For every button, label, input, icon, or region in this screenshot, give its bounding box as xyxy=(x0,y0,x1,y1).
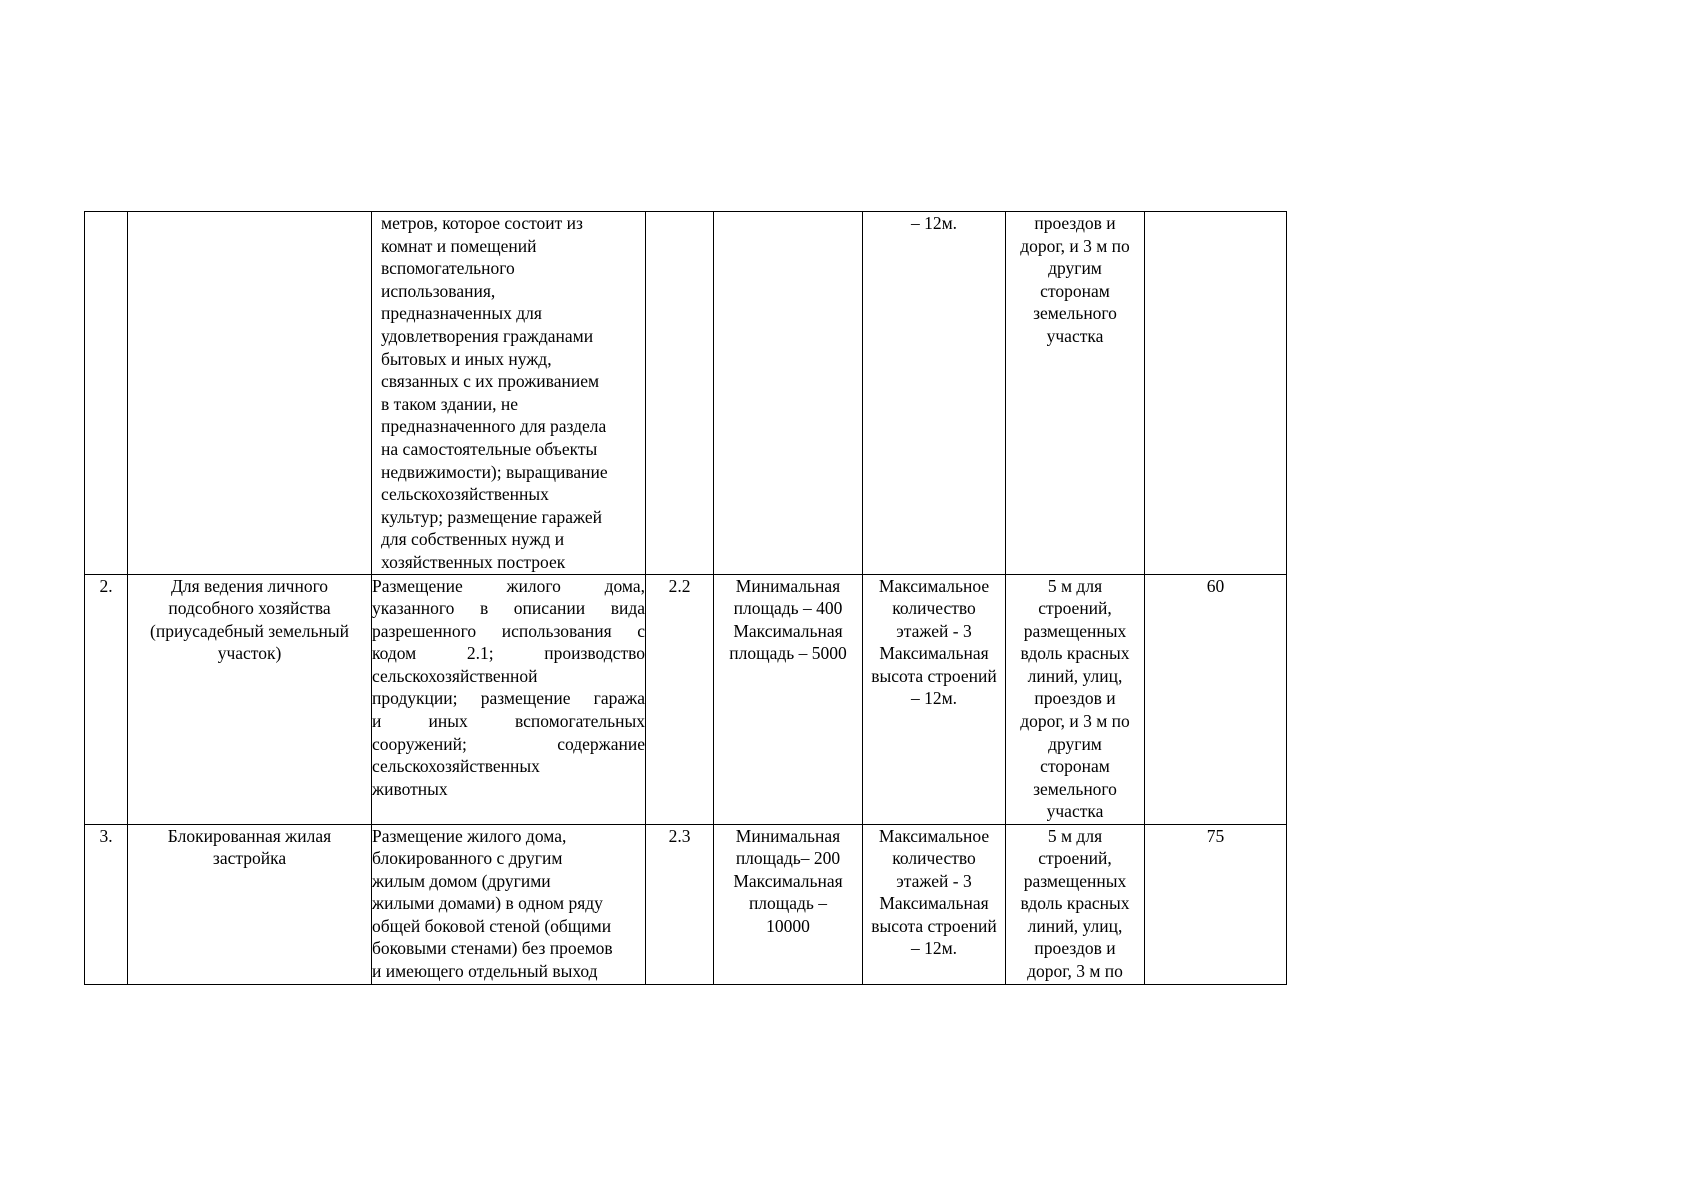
land-use-table xyxy=(84,211,1287,985)
name-line: застройка xyxy=(212,848,287,869)
setback-line: проездов и xyxy=(1034,213,1116,233)
setback-line: размещенных xyxy=(1023,870,1127,891)
description-line: для собственных нужд и xyxy=(381,529,565,550)
description-line: жилым домом (другими xyxy=(372,870,551,891)
setback-line: участка xyxy=(1046,325,1104,346)
setback-cell xyxy=(1006,574,1145,824)
code-cell: 2.2 xyxy=(646,574,714,824)
area-line: площадь – 5000 xyxy=(729,643,847,664)
description-line: Размещение жилого дома, xyxy=(372,575,645,596)
use-description-cell xyxy=(372,824,646,984)
setback-line: линий, улиц, xyxy=(1027,665,1123,686)
setback-line: проездов и xyxy=(1034,938,1116,959)
description-line: культур; размещение гаражей xyxy=(381,506,603,527)
setback-line: размещенных xyxy=(1023,620,1127,641)
setback-line: вдоль красных xyxy=(1020,643,1130,664)
row-number-cell: 3. xyxy=(85,824,128,984)
table-row xyxy=(85,212,1287,575)
height-line: количество xyxy=(892,848,976,869)
height-cell xyxy=(863,574,1006,824)
setback-line: другим xyxy=(1048,258,1102,279)
setback-line: линий, улиц, xyxy=(1027,915,1123,936)
height-line: Максимальное xyxy=(878,575,990,596)
height-line: количество xyxy=(892,598,976,619)
name-line: Блокированная жилая xyxy=(167,825,332,846)
setback-line: проездов и xyxy=(1034,688,1116,709)
description-line: вспомогательного xyxy=(381,258,515,279)
setback-line: строений, xyxy=(1038,848,1112,869)
setback-line: другим xyxy=(1048,733,1102,754)
height-cell xyxy=(863,212,1006,575)
description-line: продукции; размещение гаража xyxy=(372,688,645,709)
area-line: площадь – 400 xyxy=(733,598,843,619)
description-line: комнат и помещений xyxy=(381,235,537,256)
setback-line: сторонам xyxy=(1040,280,1110,301)
description-line: связанных с их проживанием xyxy=(381,371,600,392)
description-line: общей боковой стеной (общими xyxy=(372,915,612,936)
setback-line: дорог, и 3 м по xyxy=(1020,711,1130,732)
description-line: использования, xyxy=(381,280,496,301)
description-line: на самостоятельные объекты xyxy=(381,438,598,459)
area-line: Максимальная xyxy=(733,620,843,641)
setback-cell xyxy=(1006,824,1145,984)
description-line: животных xyxy=(372,778,448,799)
use-description-cell xyxy=(372,574,646,824)
percent-cell xyxy=(1145,212,1287,575)
name-line: подсобного хозяйства xyxy=(168,598,331,619)
height-line: Максимальная xyxy=(879,643,989,664)
use-description-cell xyxy=(372,212,646,575)
description-line: Размещение жилого дома, xyxy=(372,825,567,846)
height-line: этажей - 3 xyxy=(896,620,972,641)
height-line: Максимальная xyxy=(879,893,989,914)
description-line: сельскохозяйственных xyxy=(372,756,540,777)
area-line: площадь– 200 xyxy=(735,848,841,869)
description-line: жилыми домами) в одном ряду xyxy=(372,893,603,914)
height-line: высота строений xyxy=(871,915,997,936)
description-line: бытовых и иных нужд, xyxy=(381,348,552,369)
description-line: предназначенного для раздела xyxy=(381,416,607,437)
height-line: – 12м. xyxy=(910,688,958,709)
setback-line: строений, xyxy=(1038,598,1112,619)
table-row xyxy=(85,824,1287,984)
code-cell: 2.3 xyxy=(646,824,714,984)
area-cell xyxy=(714,212,863,575)
name-line: (приусадебный земельный xyxy=(150,620,349,641)
description-line: предназначенных для xyxy=(381,303,542,324)
description-line: боковыми стенами) без проемов xyxy=(372,938,613,959)
description-line: метров, которое состоит из xyxy=(381,213,583,233)
use-name-cell xyxy=(128,212,372,575)
setback-cell xyxy=(1006,212,1145,575)
description-line: и имеющего отдельный выход xyxy=(372,961,598,982)
height-line: – 12м. xyxy=(910,213,958,233)
description-line: хозяйственных построек xyxy=(381,551,566,572)
height-line: – 12м. xyxy=(910,938,958,959)
description-line: в таком здании, не xyxy=(381,393,518,414)
use-name-cell xyxy=(128,824,372,984)
area-line: 10000 xyxy=(766,915,810,936)
row-number-cell: 2. xyxy=(85,574,128,824)
area-line: площадь – xyxy=(748,893,828,914)
description-line: недвижимости); выращивание xyxy=(381,461,608,482)
height-line: этажей - 3 xyxy=(896,870,972,891)
description-line: блокированного с другим xyxy=(372,848,563,869)
row-number-cell xyxy=(85,212,128,575)
area-cell xyxy=(714,824,863,984)
setback-line: сторонам xyxy=(1040,756,1110,777)
setback-line: 5 м для xyxy=(1047,575,1103,596)
setback-line: участка xyxy=(1046,801,1104,822)
area-line: Минимальная xyxy=(735,825,841,846)
name-line: участок) xyxy=(217,643,282,664)
description-line: сооружений; содержание xyxy=(372,733,645,754)
code-cell xyxy=(646,212,714,575)
setback-line: дорог, и 3 м по xyxy=(1020,235,1130,256)
setback-line: земельного xyxy=(1033,778,1117,799)
description-line: удовлетворения гражданами xyxy=(381,325,594,346)
description-line: и иных вспомогательных xyxy=(372,711,645,732)
setback-line: дорог, 3 м по xyxy=(1027,961,1123,982)
description-line: сельскохозяйственных xyxy=(381,484,549,505)
setback-line: вдоль красных xyxy=(1020,893,1130,914)
description-line: разрешенного использования с xyxy=(372,620,645,641)
percent-cell: 60 xyxy=(1145,574,1287,824)
height-line: высота строений xyxy=(871,665,997,686)
area-line: Максимальная xyxy=(733,870,843,891)
description-line: указанного в описании вида xyxy=(372,598,645,619)
description-line: сельскохозяйственной xyxy=(372,665,538,686)
area-cell xyxy=(714,574,863,824)
percent-cell: 75 xyxy=(1145,824,1287,984)
setback-line: 5 м для xyxy=(1047,825,1103,846)
height-line: Максимальное xyxy=(878,825,990,846)
description-line: кодом 2.1; производство xyxy=(372,643,645,664)
setback-line: земельного xyxy=(1033,303,1117,324)
table-row xyxy=(85,574,1287,824)
height-cell xyxy=(863,824,1006,984)
name-line: Для ведения личного xyxy=(170,575,329,596)
use-name-cell xyxy=(128,574,372,824)
area-line: Минимальная xyxy=(735,575,841,596)
